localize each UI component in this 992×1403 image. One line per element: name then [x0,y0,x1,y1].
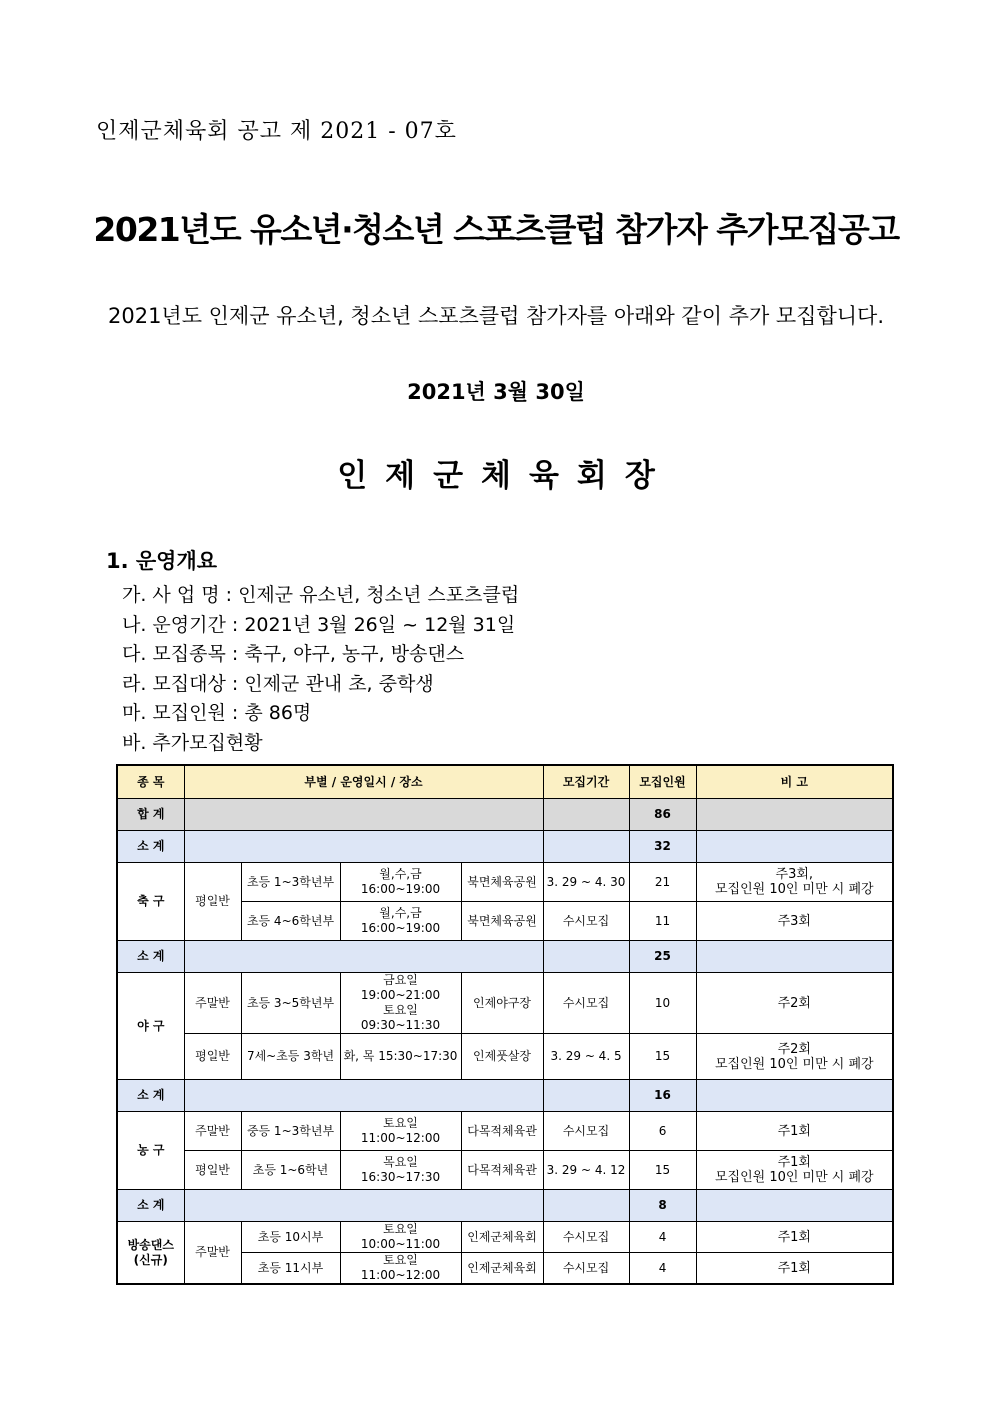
header-note: 비 고 [696,765,893,799]
overview-list [122,581,519,758]
subtotal-row [117,941,893,973]
subtotal-label: 소 계 [117,831,184,863]
table-row [117,863,893,902]
period-cell: 3. 29 ~ 4. 5 [543,1034,629,1080]
notice-date: 2021년 3월 30일 [407,380,585,404]
header-count: 모집인원 [629,765,696,799]
time-cell: 토요일 11:00~12:00 [340,1112,461,1151]
period-cell: 수시모집 [543,973,629,1034]
note-cell: 주1회 [696,1112,893,1151]
time-cell: 월,수,금 16:00~19:00 [340,863,461,902]
overview-item: 라. 모집대상 : 인제군 관내 초, 중학생 [122,672,434,695]
recruitment-table [116,764,894,1285]
subtotal-row [117,1190,893,1222]
class-type: 주말반 [184,973,241,1034]
overview-item: 다. 모집종목 : 축구, 야구, 농구, 방송댄스 [122,643,465,665]
note-cell: 주3회 [696,902,893,941]
total-label: 합 계 [117,799,184,831]
header-detail: 부별 / 운영일시 / 장소 [184,765,543,799]
grade-cell: 중등 1~3학년부 [241,1112,340,1151]
class-type: 평일반 [184,1034,241,1080]
sport-name: 야 구 [117,973,184,1080]
time-cell: 목요일 16:30~17:30 [340,1151,461,1190]
count-cell: 4 [629,1253,696,1285]
count-cell: 21 [629,863,696,902]
count-cell: 10 [629,973,696,1034]
table-row [117,1034,893,1080]
table-header-row [117,765,893,799]
time-cell: 금요일 19:00~21:00 토요일 09:30~11:30 [340,973,461,1034]
note-cell: 주1회 [696,1222,893,1253]
header-period: 모집기간 [543,765,629,799]
period-cell: 3. 29 ~ 4. 12 [543,1151,629,1190]
subtotal-row [117,831,893,863]
place-cell: 북면체육공원 [461,902,543,941]
overview-item: 바. 추가모집현황 [122,731,263,754]
count-cell: 4 [629,1222,696,1253]
class-type: 주말반 [184,1222,241,1285]
period-cell: 수시모집 [543,1253,629,1285]
subtotal-row [117,1080,893,1112]
class-type: 평일반 [184,1151,241,1190]
header-sport: 종 목 [117,765,184,799]
table-row [117,973,893,1034]
subtotal-label: 소 계 [117,1080,184,1112]
subtotal-count: 25 [629,941,696,973]
period-cell: 3. 29 ~ 4. 30 [543,863,629,902]
place-cell: 다목적체육관 [461,1112,543,1151]
time-cell: 화, 목 15:30~17:30 [340,1034,461,1080]
count-cell: 11 [629,902,696,941]
class-type: 평일반 [184,863,241,941]
total-count: 86 [629,799,696,831]
subtotal-count: 32 [629,831,696,863]
table-row [117,1112,893,1151]
time-cell: 월,수,금 16:00~19:00 [340,902,461,941]
note-cell: 주3회, 모집인원 10인 미만 시 폐강 [696,863,893,902]
note-cell: 주1회 모집인원 10인 미만 시 폐강 [696,1151,893,1190]
class-type: 주말반 [184,1112,241,1151]
time-cell: 토요일 11:00~12:00 [340,1253,461,1285]
sport-name: 축 구 [117,863,184,941]
period-cell: 수시모집 [543,1112,629,1151]
grade-cell: 7세~초등 3학년 [241,1034,340,1080]
intro-text: 2021년도 인제군 유소년, 청소년 스포츠클럽 참가자를 아래와 같이 추가 모집합니다. [107,304,885,328]
place-cell: 다목적체육관 [461,1151,543,1190]
grade-cell: 초등 1~6학년 [241,1151,340,1190]
overview-item: 가. 사 업 명 : 인제군 유소년, 청소년 스포츠클럽 [122,584,520,606]
overview-item: 나. 운영기간 : 2021년 3월 26일 ~ 12월 31일 [122,613,516,636]
section-heading-overview: 1. 운영개요 [106,549,218,573]
count-cell: 15 [629,1034,696,1080]
grade-cell: 초등 4~6학년부 [241,902,340,941]
place-cell: 인제야구장 [461,973,543,1034]
note-cell: 주2회 모집인원 10인 미만 시 폐강 [696,1034,893,1080]
grade-cell: 초등 11시부 [241,1253,340,1285]
table-row [117,1151,893,1190]
grade-cell: 초등 1~3학년부 [241,863,340,902]
count-cell: 15 [629,1151,696,1190]
table-row [117,1222,893,1253]
notice-number: 인제군체육회 공고 제 2021 - 07호 [96,119,457,144]
subtotal-label: 소 계 [117,1190,184,1222]
period-cell: 수시모집 [543,902,629,941]
note-cell: 주1회 [696,1253,893,1285]
subtotal-count: 8 [629,1190,696,1222]
sport-name: 농 구 [117,1112,184,1190]
place-cell: 인제군체육회 [461,1253,543,1285]
place-cell: 인제풋살장 [461,1034,543,1080]
sport-name: 방송댄스 (신규) [117,1222,184,1285]
grade-cell: 초등 10시부 [241,1222,340,1253]
place-cell: 북면체육공원 [461,863,543,902]
place-cell: 인제군체육회 [461,1222,543,1253]
period-cell: 수시모집 [543,1222,629,1253]
subtotal-count: 16 [629,1080,696,1112]
signer: 인제군체육회장 [337,458,673,494]
grade-cell: 초등 3~5학년부 [241,973,340,1034]
total-row [117,799,893,831]
page-title: 2021년도 유소년·청소년 스포츠클럽 참가자 추가모집공고 [93,210,899,249]
overview-item: 마. 모집인원 : 총 86명 [122,702,312,724]
note-cell: 주2회 [696,973,893,1034]
time-cell: 토요일 10:00~11:00 [340,1222,461,1253]
subtotal-label: 소 계 [117,941,184,973]
count-cell: 6 [629,1112,696,1151]
